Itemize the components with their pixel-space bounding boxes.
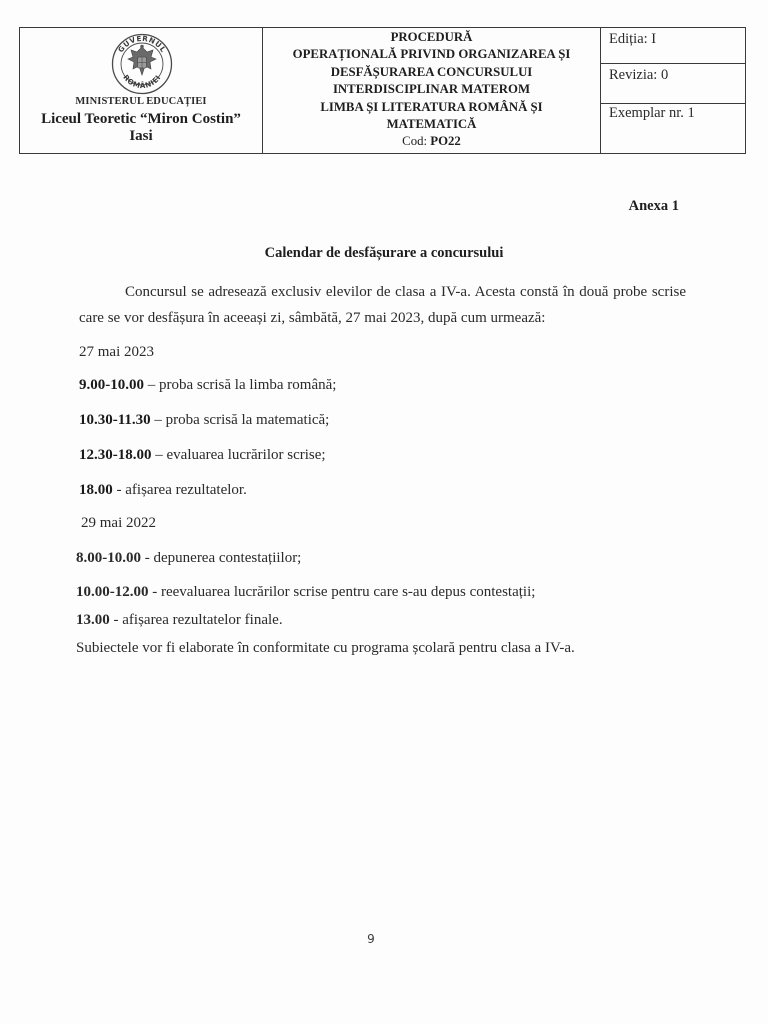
school-name [20,111,262,145]
revision-field: Revizia: 0 [601,64,745,104]
schedule-separator: - [148,584,161,600]
schedule-separator: – [144,377,159,393]
procedure-line: DESFĂȘURAREA CONCURSULUI [330,64,533,79]
seal-text-top: GUVERNUL [115,33,169,55]
procedure-line: MATEMATICĂ [386,117,477,132]
schedule-date-2: 29 mai 2022 [81,515,156,531]
schedule-separator: - [112,482,126,498]
schedule-item [79,412,329,429]
schedule-time: 18.00 [79,482,113,498]
schedule-text: evaluarea lucrărilor scrise; [166,447,326,463]
schedule-text: proba scrisă la matematică; [165,412,330,428]
schedule-date-1: 27 mai 2023 [79,344,154,360]
schedule-time: 9.00-10.00 [79,377,144,393]
annex-label: Anexa 1 [628,198,679,214]
procedure-title [263,29,600,151]
schedule-time: 8.00-10.00 [76,550,141,566]
schedule-item [76,584,535,601]
header-table [19,27,746,154]
schedule-text: afișarea rezultatelor finale. [122,612,283,628]
edition-field: Ediția: I [601,28,745,64]
schedule-text: reevaluarea lucrărilor scrise pentru care s-au depus contestații; [161,584,536,600]
schedule-separator: - [109,612,123,628]
schedule-item [76,612,283,629]
ministry-name: MINISTERUL EDUCAȚIEI [75,96,207,107]
schedule-text: afișarea rezultatelor. [125,482,247,498]
government-seal-icon [111,33,173,95]
document-title: Calendar de desfășurare a concursului [264,245,504,261]
intro-paragraph: Concursul se adresează exclusiv elevilor de clasa a IV-a. Acesta constă în două probe scrise care se vor desfășura în aceeași zi, sâmbătă, 27 mai 2023, după cum urmează: [79,284,686,326]
closing-sentence: Subiectele vor fi elaborate în conformitate cu programa școlară pentru clasa a IV-a. [76,640,575,656]
procedure-line: INTERDISCIPLINAR MATEROM [332,82,531,97]
copy-number-field: Exemplar nr. 1 [609,105,695,121]
procedure-code [263,133,600,150]
schedule-separator: - [141,550,154,566]
page-number: 9 [367,932,375,946]
institution-cell [20,28,263,153]
schedule-separator: – [151,447,167,463]
schedule-item [79,482,247,499]
schedule-time: 10.30-11.30 [79,412,151,428]
schedule-time: 13.00 [76,612,110,628]
schedule-item [79,377,336,394]
schedule-item [76,550,301,567]
school-name-line1: Liceul Teoretic “Miron Costin” [41,111,241,127]
schedule-time: 12.30-18.00 [79,447,152,463]
procedure-code-label: Cod: [402,134,428,149]
school-name-line2: Iasi [129,128,153,144]
document-info-cell [601,28,745,153]
schedule-text: depunerea contestațiilor; [153,550,302,566]
procedure-line: OPERAȚIONALĂ PRIVIND ORGANIZAREA ȘI [292,47,571,62]
schedule-separator: – [150,412,166,428]
schedule-text: proba scrisă la limba română; [159,377,337,393]
procedure-code-value: PO22 [430,134,461,149]
schedule-item [79,447,326,464]
procedure-cell [263,28,601,153]
procedure-line: PROCEDURĂ [390,30,473,44]
seal-text-bottom: ROMÂNIEI [121,72,163,91]
procedure-line: LIMBA ȘI LITERATURA ROMÂNĂ ȘI [320,99,543,114]
schedule-time: 10.00-12.00 [76,584,149,600]
